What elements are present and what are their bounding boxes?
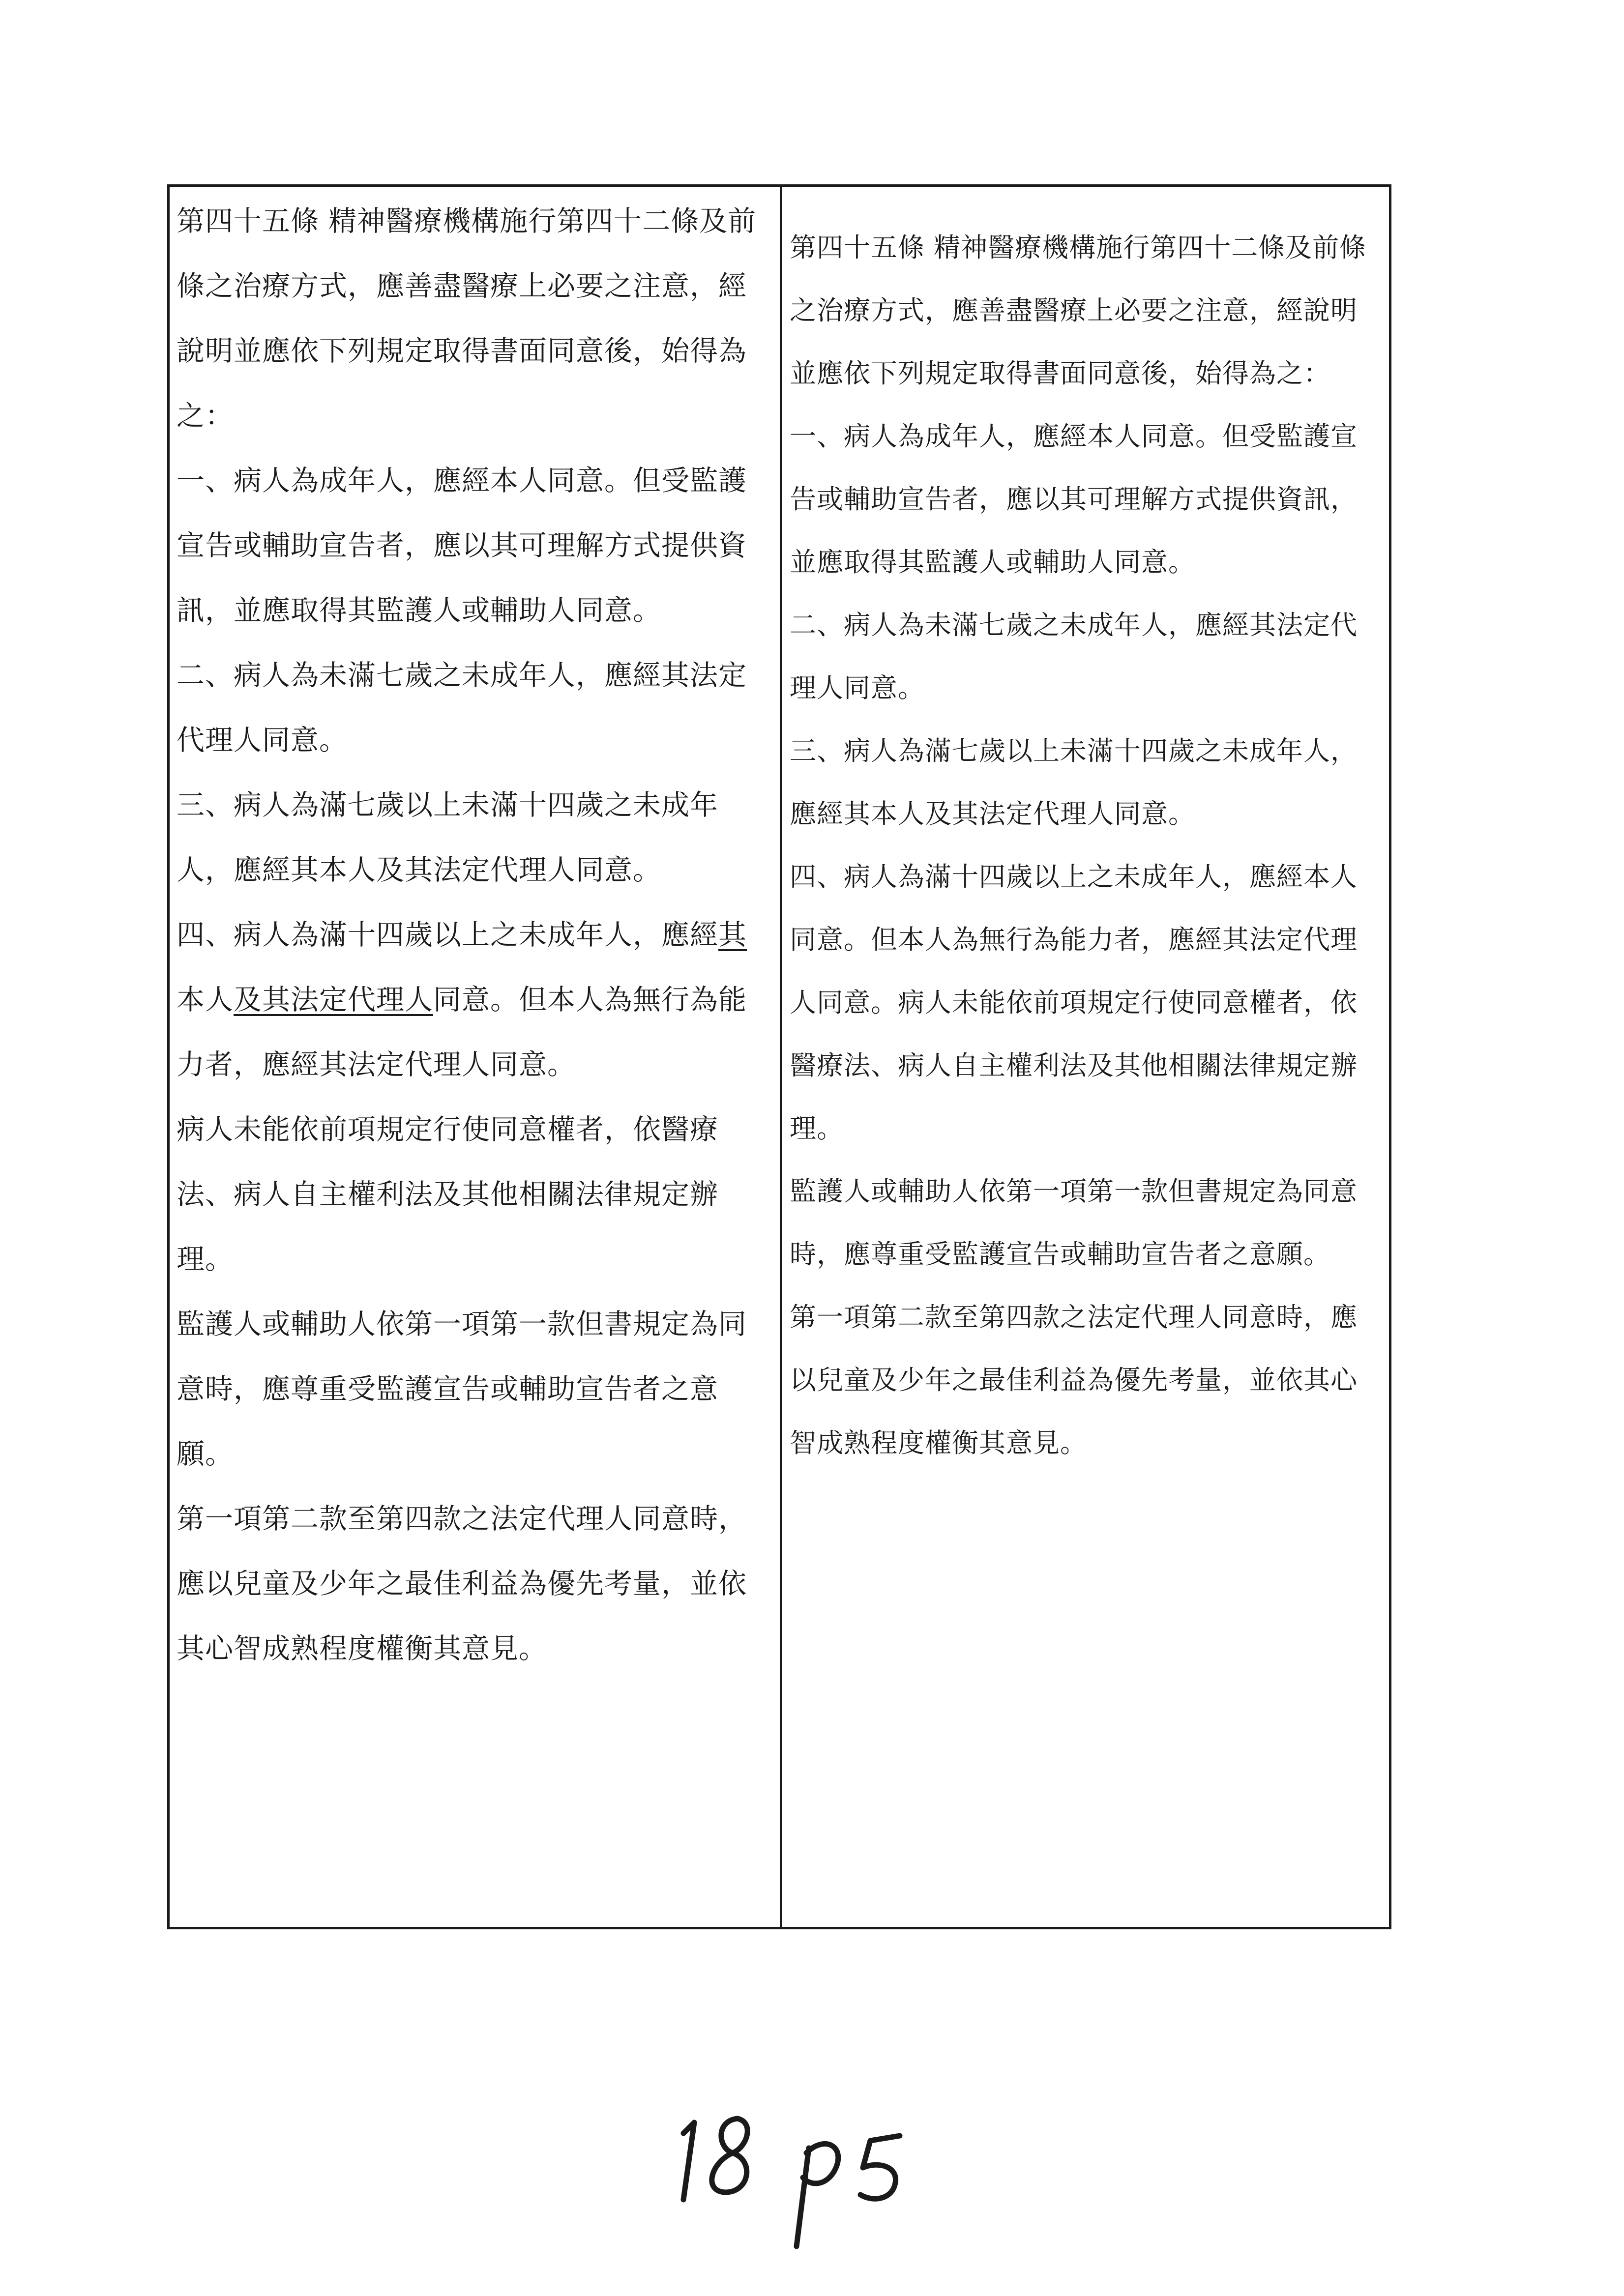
new-article-heading: 第四十五條 精神醫療機構施行第四十二條及前條之治療方式，應善盡醫療上必要之注意，經說明並應依下列規定取得書面同意後，始得為之：	[789, 232, 1367, 389]
new-item-4: 四、病人為滿十四歲以上之未成年人，應經本人同意。但本人為無行為能力者，應經其法定代理人同意。病人未能依前項規定行使同意權者，依醫療法、病人自主權利法及其他相關法律規定辦理。	[789, 861, 1358, 1144]
old-item-4-part-a: 四、病人為滿十四歲以上之未成年人，應經	[177, 919, 718, 951]
column-original-text	[170, 187, 782, 1927]
new-item-1: 一、病人為成年人，應經本人同意。但受監護宣告或輔助宣告者，應以其可理解方式提供資訊，並應取得其監護人或輔助人同意。	[789, 421, 1358, 578]
old-item-3: 三、病人為滿七歲以上未滿十四歲之未成年人，應經其本人及其法定代理人同意。	[177, 789, 718, 886]
old-item-1: 一、病人為成年人，應經本人同意。但受監護宣告或輔助宣告者，應以其可理解方式提供資訊，並應取得其監護人或輔助人同意。	[177, 465, 747, 627]
new-item-3: 三、病人為滿七歲以上未滿十四歲之未成年人，應經其本人及其法定代理人同意。	[789, 735, 1358, 829]
old-item-4	[177, 902, 766, 1097]
old-item-4-part-c: 同意。但本人為無行為能力者，應經其法定代理人同意。	[177, 984, 747, 1081]
new-item-2: 二、病人為未滿七歲之未成年人，應經其法定代理人同意。	[789, 610, 1358, 703]
old-item-4-underline-1: 其	[718, 919, 747, 951]
old-item-4-part-b: 本人	[177, 984, 234, 1016]
old-item-4-underline-2: 及其法定代理人	[234, 984, 433, 1016]
comparison-table	[167, 184, 1391, 1929]
old-article-heading: 第四十五條 精神醫療機構施行第四十二條及前條之治療方式，應善盡醫療上必要之注意，經說明並應依下列規定取得書面同意後，始得為之：	[177, 205, 757, 432]
old-paragraph-4: 第一項第二款至第四款之法定代理人同意時，應以兒童及少年之最佳利益為優先考量，並依其心智成熟程度權衡其意見。	[177, 1503, 747, 1665]
column-amended-text	[782, 187, 1389, 1927]
old-paragraph-2: 病人未能依前項規定行使同意權者，依醫療法、病人自主權利法及其他相關法律規定辦理。	[177, 1113, 718, 1276]
new-paragraph-3: 監護人或輔助人依第一項第一款但書規定為同意時，應尊重受監護宣告或輔助宣告者之意願。	[789, 1176, 1358, 1270]
old-paragraph-3: 監護人或輔助人依第一項第一款但書規定為同意時，應尊重受監護宣告或輔助宣告者之意願。	[177, 1308, 747, 1470]
old-item-2: 二、病人為未滿七歲之未成年人，應經其法定代理人同意。	[177, 659, 747, 756]
handwritten-page-mark	[664, 2099, 919, 2256]
new-paragraph-4: 第一項第二款至第四款之法定代理人同意時，應以兒童及少年之最佳利益為優先考量，並依其心智成熟程度權衡其意見。	[789, 1302, 1358, 1458]
